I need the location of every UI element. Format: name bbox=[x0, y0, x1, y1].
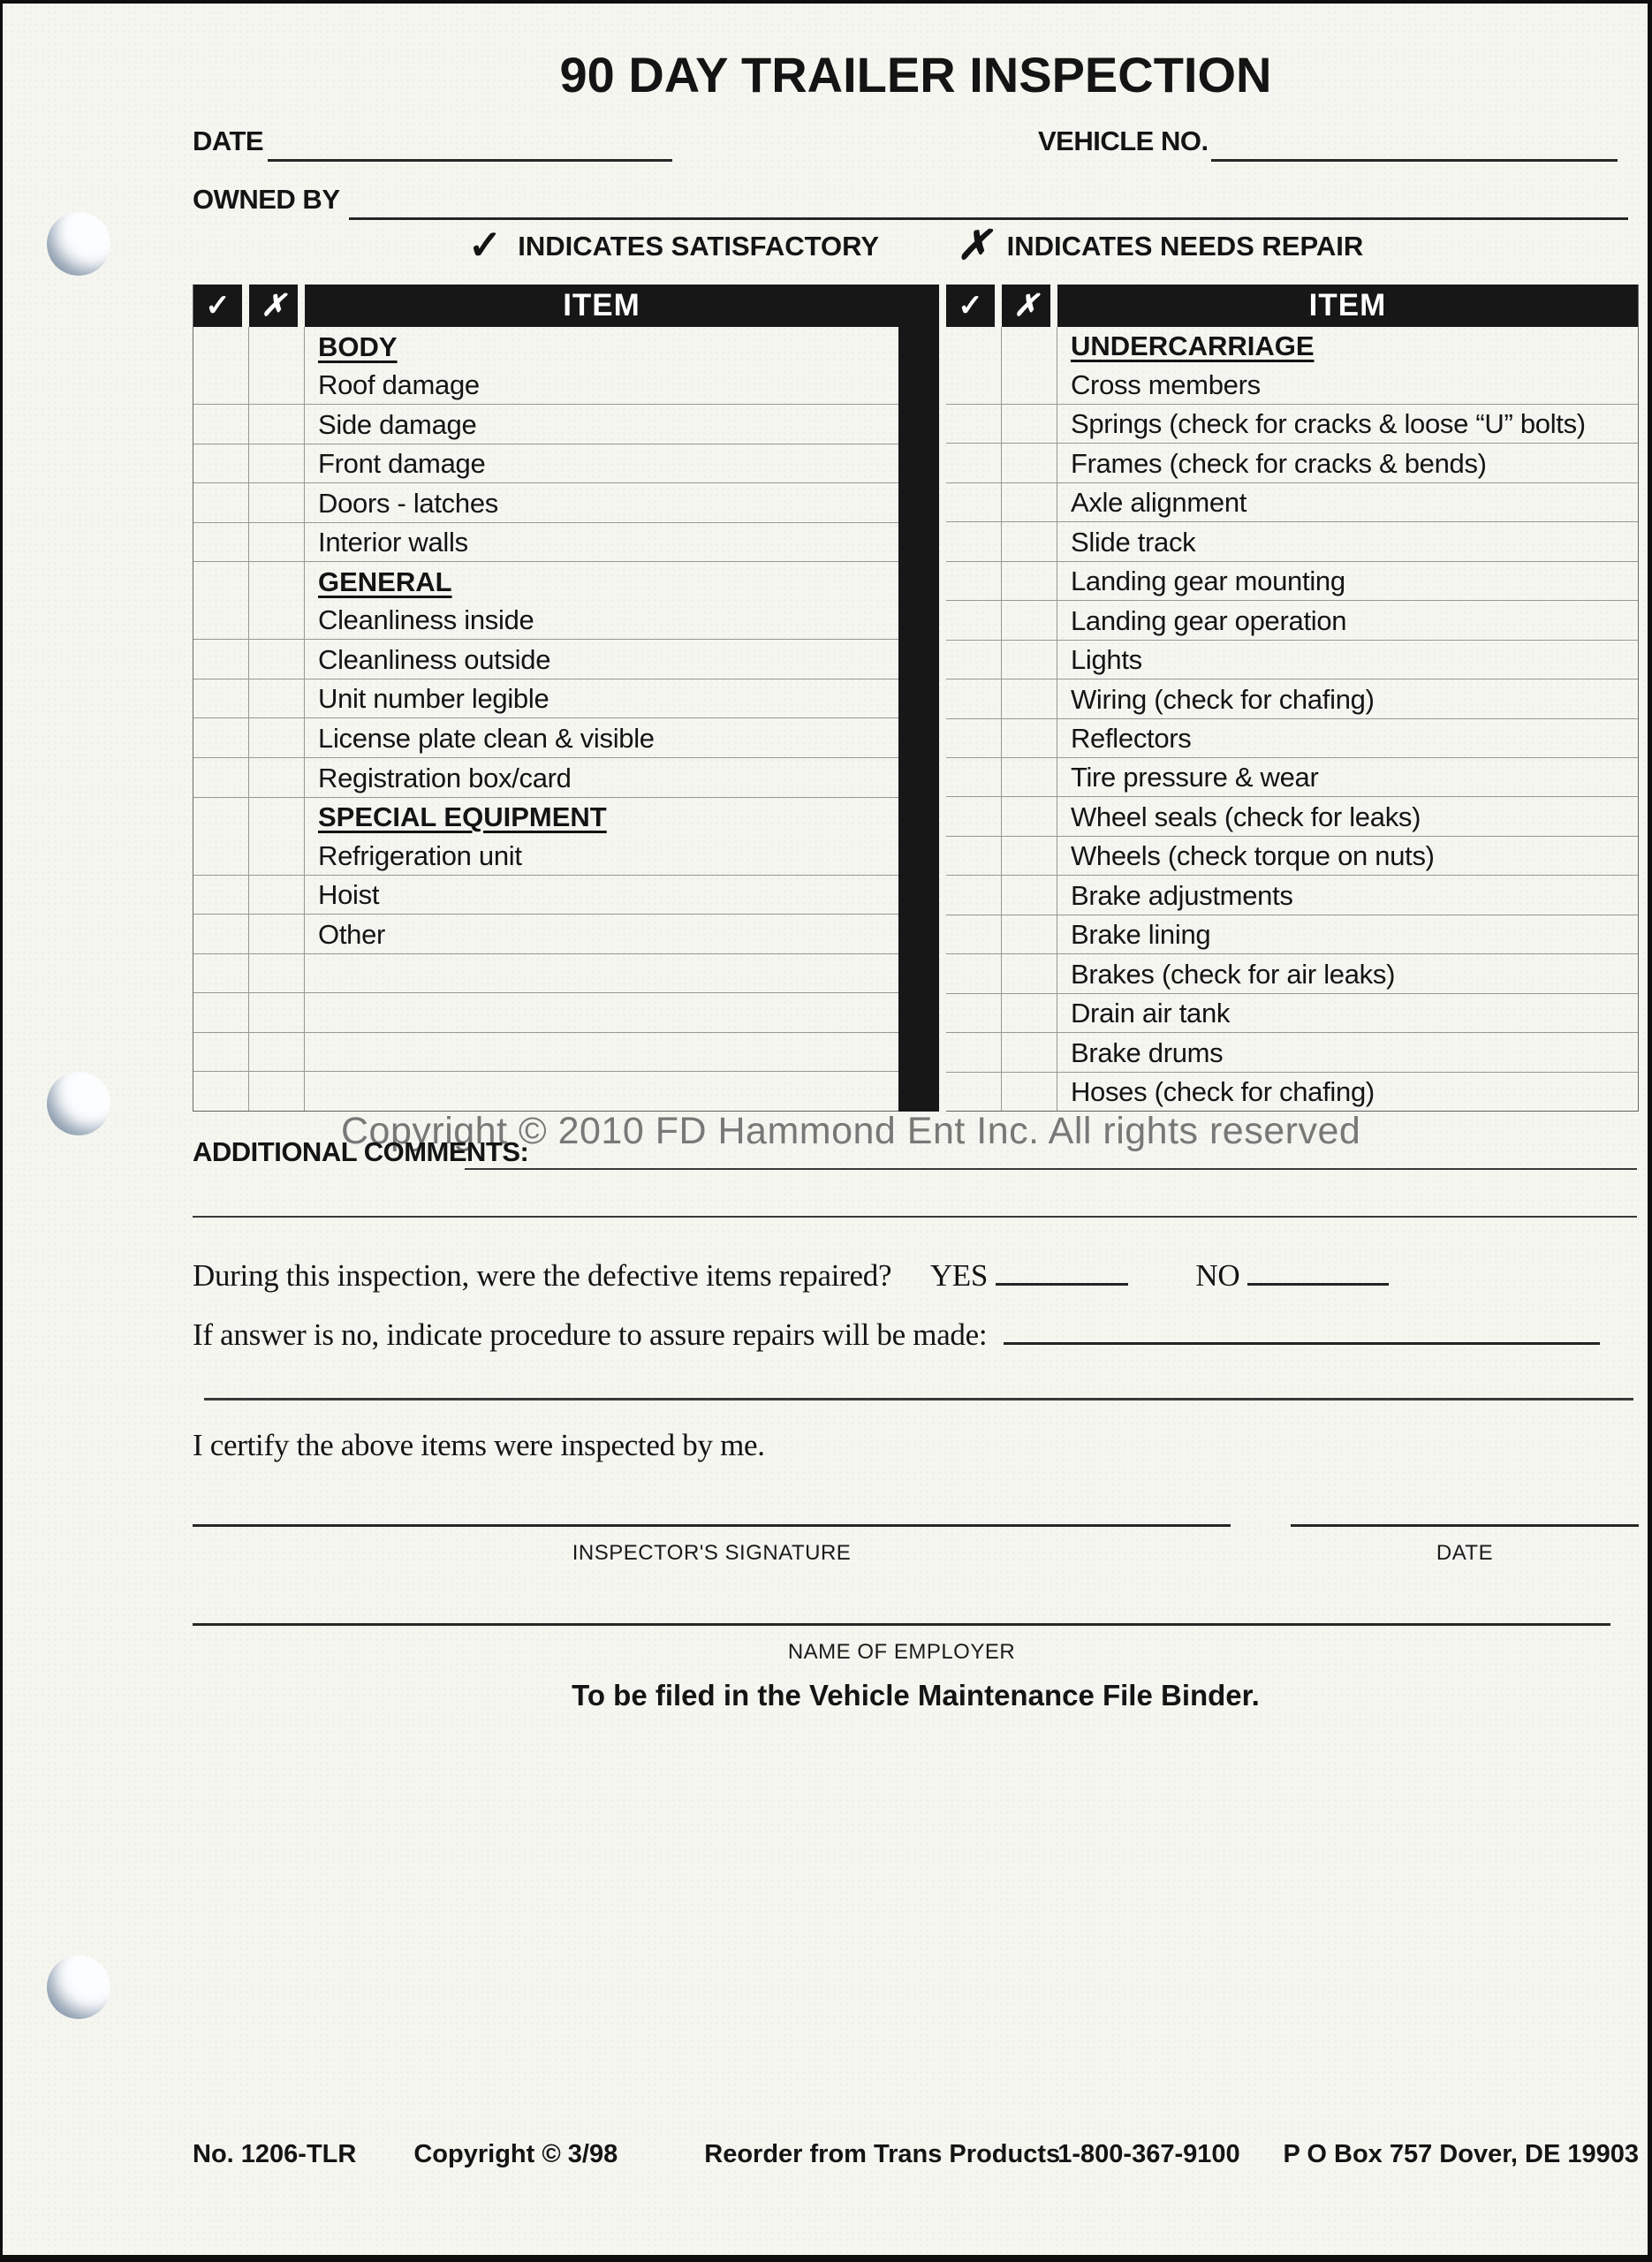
x-cell[interactable] bbox=[249, 836, 305, 875]
item-cell bbox=[1057, 483, 1638, 521]
item-label: Hoist bbox=[318, 879, 380, 911]
check-cell[interactable] bbox=[946, 719, 1002, 757]
x-cell[interactable] bbox=[1002, 562, 1057, 600]
check-cell[interactable] bbox=[193, 1033, 249, 1072]
table-row bbox=[193, 366, 898, 406]
item-label: Springs (check for cracks & loose “U” bolts) bbox=[1070, 408, 1586, 440]
section-heading: GENERAL bbox=[318, 566, 452, 597]
x-cell[interactable] bbox=[249, 1033, 305, 1072]
item-cell bbox=[1057, 1033, 1638, 1071]
header-gap bbox=[298, 285, 305, 327]
item-cell bbox=[305, 1033, 898, 1072]
x-cell[interactable] bbox=[1002, 797, 1057, 835]
x-cell[interactable] bbox=[1002, 954, 1057, 992]
x-cell[interactable] bbox=[249, 601, 305, 640]
item-cell bbox=[1057, 915, 1638, 953]
x-cell[interactable] bbox=[1002, 327, 1057, 365]
checklist-left-column bbox=[193, 285, 898, 1112]
item-label: Wheel seals (check for leaks) bbox=[1070, 801, 1421, 832]
table-row bbox=[946, 954, 1638, 993]
item-label: Cleanliness inside bbox=[318, 604, 534, 636]
certify-statement: I certify the above items were inspected by me. bbox=[193, 1428, 765, 1462]
check-cell[interactable] bbox=[946, 954, 1002, 992]
item-label: Cross members bbox=[1070, 368, 1261, 400]
legend-needs-repair-text: INDICATES NEEDS REPAIR bbox=[1006, 231, 1364, 262]
item-cell bbox=[1057, 601, 1638, 639]
x-cell[interactable] bbox=[1002, 758, 1057, 796]
item-label: Front damage bbox=[318, 448, 486, 480]
item-cell bbox=[305, 640, 898, 679]
header-gap bbox=[242, 285, 249, 327]
comments-line-1[interactable] bbox=[465, 1168, 1637, 1170]
item-cell bbox=[305, 876, 898, 915]
x-cell[interactable] bbox=[249, 562, 305, 601]
check-cell[interactable] bbox=[946, 483, 1002, 521]
table-row bbox=[193, 1072, 898, 1111]
question-repaired bbox=[193, 1258, 1389, 1294]
header-gap bbox=[1050, 285, 1057, 327]
checklist-right-column bbox=[946, 285, 1639, 1112]
owned-by-field[interactable] bbox=[349, 217, 1628, 220]
check-cell[interactable] bbox=[193, 876, 249, 915]
copyright-watermark: Copyright © 2010 FD Hammond Ent Inc. All rights reserved bbox=[341, 1110, 1361, 1152]
table-row bbox=[946, 327, 1638, 365]
check-cell[interactable] bbox=[193, 915, 249, 953]
check-cell[interactable] bbox=[946, 1073, 1002, 1111]
item-column-header: ITEM bbox=[305, 285, 898, 327]
table-row bbox=[193, 954, 898, 994]
x-cell[interactable] bbox=[1002, 483, 1057, 521]
x-cell[interactable] bbox=[249, 679, 305, 718]
check-cell[interactable] bbox=[946, 994, 1002, 1032]
check-cell[interactable] bbox=[946, 601, 1002, 639]
item-cell bbox=[305, 405, 898, 444]
signature-date-field[interactable] bbox=[1291, 1524, 1639, 1527]
date-field[interactable] bbox=[268, 159, 672, 162]
table-row bbox=[946, 797, 1638, 836]
table-row bbox=[946, 758, 1638, 797]
punch-hole-middle bbox=[47, 1072, 110, 1135]
table-row bbox=[946, 641, 1638, 679]
table-row bbox=[193, 915, 898, 954]
check-cell[interactable] bbox=[946, 444, 1002, 482]
table-row bbox=[193, 562, 898, 601]
item-label: Landing gear mounting bbox=[1070, 566, 1345, 597]
check-cell[interactable] bbox=[193, 798, 249, 837]
question-procedure-text: If answer is no, indicate procedure to assure repairs will be made: bbox=[193, 1317, 988, 1352]
x-cell[interactable] bbox=[1002, 1073, 1057, 1111]
item-label: Landing gear operation bbox=[1070, 604, 1347, 636]
check-cell[interactable] bbox=[193, 327, 249, 366]
owned-by-label: OWNED BY bbox=[193, 184, 340, 215]
page-title: 90 DAY TRAILER INSPECTION bbox=[559, 47, 1272, 102]
table-row bbox=[193, 679, 898, 719]
item-label: Wiring (check for chafing) bbox=[1070, 683, 1375, 715]
question-repaired-text: During this inspection, were the defective items repaired? bbox=[193, 1258, 892, 1293]
table-divider-bar bbox=[898, 285, 939, 1112]
item-label: Reflectors bbox=[1070, 722, 1192, 754]
item-label: Interior walls bbox=[318, 527, 468, 558]
table-divider-gap bbox=[939, 285, 946, 1112]
x-icon: ✗ bbox=[957, 222, 991, 268]
table-row bbox=[946, 365, 1638, 404]
check-cell[interactable] bbox=[946, 758, 1002, 796]
footer-address: P O Box 757 Dover, DE 19903 bbox=[1283, 2140, 1639, 2168]
yes-label: YES bbox=[929, 1258, 989, 1293]
table-row bbox=[193, 483, 898, 523]
x-cell[interactable] bbox=[1002, 837, 1057, 875]
x-cell[interactable] bbox=[249, 640, 305, 679]
x-cell[interactable] bbox=[249, 876, 305, 915]
table-row bbox=[193, 993, 898, 1033]
checklist-left-body bbox=[193, 327, 898, 1112]
table-row bbox=[193, 718, 898, 758]
section-heading: BODY bbox=[318, 330, 398, 362]
item-label: Roof damage bbox=[318, 369, 480, 401]
procedure-line-2[interactable] bbox=[204, 1398, 1633, 1400]
table-row bbox=[946, 601, 1638, 640]
x-cell[interactable] bbox=[1002, 522, 1057, 560]
item-cell bbox=[1057, 405, 1638, 443]
no-field[interactable] bbox=[1247, 1283, 1389, 1286]
legend-satisfactory-text: INDICATES SATISFACTORY bbox=[518, 231, 880, 262]
item-label: Brake lining bbox=[1070, 919, 1211, 951]
inspector-signature-label: INSPECTOR'S SIGNATURE bbox=[572, 1541, 852, 1565]
table-row bbox=[193, 836, 898, 876]
item-label: Brake adjustments bbox=[1070, 879, 1293, 911]
check-cell[interactable] bbox=[946, 876, 1002, 914]
item-cell bbox=[1057, 994, 1638, 1032]
check-cell[interactable] bbox=[193, 562, 249, 601]
check-column-header: ✓ bbox=[193, 285, 242, 327]
check-cell[interactable] bbox=[946, 915, 1002, 953]
table-row bbox=[946, 444, 1638, 482]
table-row bbox=[193, 798, 898, 837]
item-cell bbox=[1057, 444, 1638, 482]
x-cell[interactable] bbox=[1002, 719, 1057, 757]
table-row bbox=[193, 327, 898, 366]
table-row bbox=[946, 562, 1638, 601]
check-cell[interactable] bbox=[193, 718, 249, 757]
table-row bbox=[946, 915, 1638, 954]
section-heading: SPECIAL EQUIPMENT bbox=[318, 801, 607, 833]
table-row bbox=[946, 719, 1638, 758]
item-label: Doors - latches bbox=[318, 487, 498, 519]
item-column-header: ITEM bbox=[1057, 285, 1638, 327]
item-label: Lights bbox=[1070, 644, 1142, 676]
table-row bbox=[946, 522, 1638, 561]
question-procedure bbox=[193, 1317, 1600, 1353]
yes-field[interactable] bbox=[996, 1283, 1128, 1286]
table-row bbox=[946, 876, 1638, 915]
check-cell[interactable] bbox=[946, 641, 1002, 679]
item-cell bbox=[1057, 719, 1638, 757]
item-label: Cleanliness outside bbox=[318, 643, 551, 675]
item-cell bbox=[1057, 758, 1638, 796]
check-cell[interactable] bbox=[193, 758, 249, 797]
check-cell[interactable] bbox=[946, 837, 1002, 875]
check-cell[interactable] bbox=[193, 640, 249, 679]
footer-form-number: No. 1206-TLR bbox=[193, 2140, 357, 2168]
x-cell[interactable] bbox=[249, 523, 305, 562]
item-cell bbox=[1057, 365, 1638, 403]
item-cell bbox=[305, 798, 898, 837]
table-row bbox=[946, 1073, 1638, 1111]
x-cell[interactable] bbox=[249, 483, 305, 522]
check-cell[interactable] bbox=[193, 483, 249, 522]
item-label: Slide track bbox=[1070, 526, 1196, 558]
item-cell bbox=[305, 993, 898, 1032]
check-cell[interactable] bbox=[193, 601, 249, 640]
section-heading: UNDERCARRIAGE bbox=[1070, 330, 1315, 362]
x-cell[interactable] bbox=[1002, 641, 1057, 679]
punch-hole-bottom bbox=[47, 1955, 110, 2019]
date-label: DATE bbox=[193, 125, 264, 156]
item-cell bbox=[305, 562, 898, 601]
item-cell bbox=[1057, 327, 1638, 365]
vehicle-no-label: VEHICLE NO. bbox=[1038, 125, 1209, 156]
no-label: NO bbox=[1195, 1258, 1240, 1293]
item-label: Other bbox=[318, 918, 386, 950]
x-cell[interactable] bbox=[249, 915, 305, 953]
item-cell bbox=[305, 758, 898, 797]
comments-line-2[interactable] bbox=[193, 1216, 1637, 1218]
x-cell[interactable] bbox=[1002, 915, 1057, 953]
check-cell[interactable] bbox=[946, 562, 1002, 600]
check-cell[interactable] bbox=[946, 679, 1002, 717]
footer-reorder: Reorder from Trans Products bbox=[704, 2140, 1061, 2168]
x-cell[interactable] bbox=[249, 405, 305, 444]
table-row bbox=[193, 405, 898, 444]
header-gap bbox=[995, 285, 1002, 327]
table-row bbox=[946, 1033, 1638, 1072]
x-cell[interactable] bbox=[1002, 405, 1057, 443]
check-cell[interactable] bbox=[946, 405, 1002, 443]
punch-hole-top bbox=[47, 212, 110, 276]
employer-name-label: NAME OF EMPLOYER bbox=[787, 1640, 1016, 1664]
table-row bbox=[946, 679, 1638, 718]
x-cell[interactable] bbox=[249, 327, 305, 366]
legend bbox=[193, 222, 1639, 268]
x-cell[interactable] bbox=[249, 718, 305, 757]
table-row bbox=[946, 837, 1638, 876]
item-cell bbox=[305, 679, 898, 718]
check-cell[interactable] bbox=[193, 444, 249, 483]
item-label: Unit number legible bbox=[318, 683, 549, 715]
checklist-right-body bbox=[946, 327, 1638, 1112]
check-cell[interactable] bbox=[193, 993, 249, 1032]
check-column-header: ✓ bbox=[946, 285, 995, 327]
additional-comments-label: ADDITIONAL COMMENTS: bbox=[193, 1136, 529, 1167]
item-label: Wheels (check torque on nuts) bbox=[1070, 840, 1435, 872]
item-cell bbox=[305, 601, 898, 640]
x-cell[interactable] bbox=[1002, 444, 1057, 482]
table-row bbox=[946, 483, 1638, 522]
item-label: Registration box/card bbox=[318, 762, 572, 793]
check-cell[interactable] bbox=[946, 522, 1002, 560]
footer-copyright: Copyright © 3/98 bbox=[413, 2140, 618, 2168]
table-row bbox=[193, 758, 898, 798]
x-cell[interactable] bbox=[249, 366, 305, 405]
item-cell bbox=[1057, 876, 1638, 914]
item-label: Drain air tank bbox=[1070, 998, 1231, 1029]
footer bbox=[193, 2140, 1639, 2169]
item-label: Frames (check for cracks & bends) bbox=[1070, 447, 1487, 479]
table-row bbox=[946, 405, 1638, 444]
table-row bbox=[193, 523, 898, 563]
check-cell[interactable] bbox=[193, 1072, 249, 1111]
x-cell[interactable] bbox=[249, 444, 305, 483]
check-cell[interactable] bbox=[193, 405, 249, 444]
signature-date-label: DATE bbox=[1436, 1541, 1494, 1565]
procedure-field[interactable] bbox=[1004, 1342, 1600, 1345]
item-cell bbox=[1057, 522, 1638, 560]
filing-note: To be filed in the Vehicle Maintenance File Binder. bbox=[572, 1679, 1260, 1712]
item-label: Brakes (check for air leaks) bbox=[1070, 958, 1396, 990]
footer-phone: 1-800-367-9100 bbox=[1057, 2140, 1240, 2168]
item-cell bbox=[1057, 1073, 1638, 1111]
item-label: Refrigeration unit bbox=[318, 839, 522, 871]
inspector-signature-field[interactable] bbox=[193, 1524, 1231, 1527]
item-cell bbox=[305, 366, 898, 405]
item-cell bbox=[305, 954, 898, 993]
item-cell bbox=[305, 836, 898, 875]
item-cell bbox=[1057, 797, 1638, 835]
x-cell[interactable] bbox=[1002, 365, 1057, 403]
item-cell bbox=[305, 1072, 898, 1111]
item-cell bbox=[305, 444, 898, 483]
checklist-left-header bbox=[193, 285, 898, 327]
employer-name-field[interactable] bbox=[193, 1623, 1610, 1626]
item-cell bbox=[305, 915, 898, 953]
x-cell[interactable] bbox=[1002, 994, 1057, 1032]
item-label: Side damage bbox=[318, 408, 477, 440]
item-label: Tire pressure & wear bbox=[1070, 762, 1319, 793]
item-cell bbox=[1057, 679, 1638, 717]
x-cell[interactable] bbox=[1002, 601, 1057, 639]
item-cell bbox=[305, 483, 898, 522]
x-cell[interactable] bbox=[249, 758, 305, 797]
x-cell[interactable] bbox=[249, 798, 305, 837]
item-label: License plate clean & visible bbox=[318, 723, 655, 755]
check-cell[interactable] bbox=[193, 366, 249, 405]
x-cell[interactable] bbox=[1002, 1033, 1057, 1071]
check-cell[interactable] bbox=[946, 1033, 1002, 1071]
x-cell[interactable] bbox=[249, 954, 305, 993]
table-row bbox=[193, 601, 898, 641]
vehicle-no-field[interactable] bbox=[1211, 159, 1618, 162]
item-cell bbox=[1057, 562, 1638, 600]
check-cell[interactable] bbox=[193, 954, 249, 993]
check-cell[interactable] bbox=[193, 679, 249, 718]
item-cell bbox=[305, 523, 898, 562]
table-row bbox=[193, 876, 898, 915]
x-column-header: ✗ bbox=[1002, 285, 1050, 327]
table-row bbox=[193, 640, 898, 679]
table-row bbox=[193, 444, 898, 484]
x-cell[interactable] bbox=[249, 1072, 305, 1111]
item-cell bbox=[1057, 954, 1638, 992]
check-cell[interactable] bbox=[946, 365, 1002, 403]
check-cell[interactable] bbox=[193, 836, 249, 875]
item-cell bbox=[305, 718, 898, 757]
table-row bbox=[946, 994, 1638, 1033]
check-cell[interactable] bbox=[946, 797, 1002, 835]
item-cell bbox=[305, 327, 898, 366]
item-cell bbox=[1057, 641, 1638, 679]
x-column-header: ✗ bbox=[249, 285, 298, 327]
item-label: Axle alignment bbox=[1070, 487, 1247, 519]
item-label: Brake drums bbox=[1070, 1036, 1224, 1068]
x-cell[interactable] bbox=[1002, 679, 1057, 717]
x-cell[interactable] bbox=[1002, 876, 1057, 914]
check-cell[interactable] bbox=[193, 523, 249, 562]
inspection-checklist-table bbox=[193, 285, 1639, 1112]
item-label: Hoses (check for chafing) bbox=[1070, 1076, 1375, 1108]
check-cell[interactable] bbox=[946, 327, 1002, 365]
checklist-right-header bbox=[946, 285, 1638, 327]
x-cell[interactable] bbox=[249, 993, 305, 1032]
check-icon: ✓ bbox=[467, 222, 503, 268]
table-row bbox=[193, 1033, 898, 1073]
item-cell bbox=[1057, 837, 1638, 875]
